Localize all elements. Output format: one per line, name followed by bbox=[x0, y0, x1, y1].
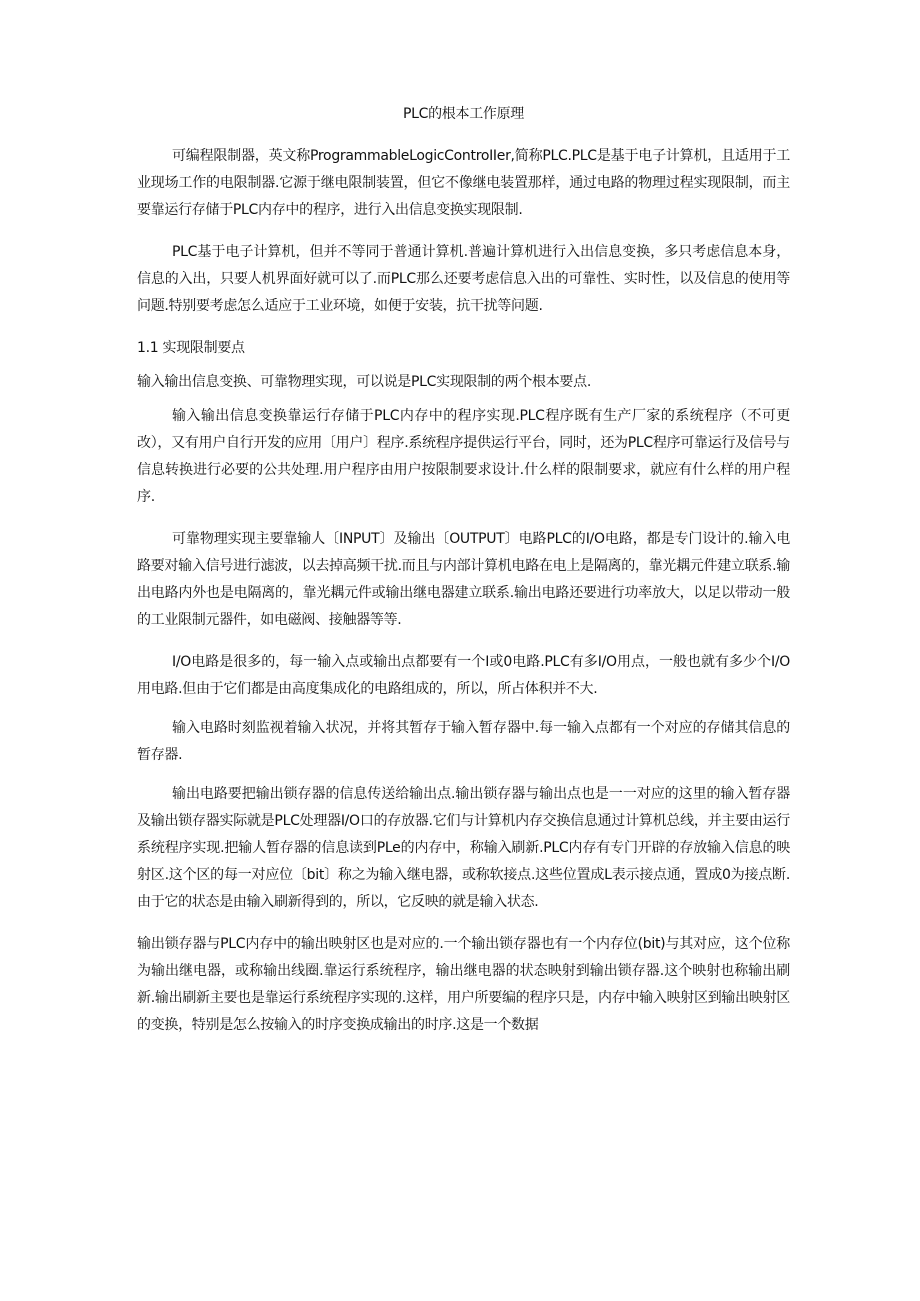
paragraph-output-latch: 输出电路要把输出锁存器的信息传送给输出点.输出锁存器与输出点也是一一对应的这里的输入暂存器及输出锁存器实际就是PLC处理器I/O口的存放器.它们与计算机内存交换信息通过计算机总线，并主要由运行系统程序实现.把输人暂存器的信息读到PLe的内存中，称输入刷新.PLC内存有专门开辟的存放输入信息的映射区.这个区的每一对应位〔bit〕称之为输入继电器，或称软接点.这些位置成L表示接点通，置成0为接点断.由于它的状态是由输入刷新得到的，所以，它反映的就是输入状态. bbox=[137, 786, 790, 910]
paragraph-plc-definition: 可编程限制器，英文称ProgrammableLogicControIIer,简称PLC.PLC是基于电子计算机，且适用于工业现场工作的电限制器.它源于继电限制装置，但它不像继电装置那样，通过电路的物理过程实现限制，而主要靠运行存储于PLC内存中的程序，进行入出信息变换实现限制. bbox=[137, 148, 790, 218]
document-body bbox=[137, 101, 790, 1039]
paragraph-plc-vs-computer: PLC基于电子计算机，但并不等同于普通计算机.普遍计算机进行入出信息变换，多只考虑信息本身，信息的入出，只要人机界面好就可以了.而PLC那么还要考虑信息入出的可靠性、实时性，以及信息的使用等问题.特别要考虑怎么适应于工业环境，如便于安装，抗干扰等问题. bbox=[137, 244, 790, 314]
paragraph-input-monitoring: 输入电路时刻监视着输入状况，并将其暂存于输入暂存器中.每一输入点都有一个对应的存储其信息的暂存器. bbox=[137, 720, 790, 763]
paragraph-io-circuits: I/O电路是很多的，每一输入点或输出点都要有一个I或0电路.PLC有多I/O用点，一般也就有多少个I/O用电路.但由于它们都是由高度集成化的电路组成的，所以，所占体积并不大. bbox=[137, 654, 790, 697]
paragraph-information-transform: 输入输出信息变换靠运行存储于PLC内存中的程序实现.PLC程序既有生产厂家的系统程序（不可更改），又有用户自行开发的应用〔用户〕程序.系统程序提供运行平台，同时，还为PLC程序可靠运行及信号与信息转换进行必要的公共处理.用户程序由用户按限制要求设计.什么样的限制要求，就应有什么样的用户程序. bbox=[137, 408, 790, 505]
paragraph-physical-implementation: 可靠物理实现主要靠输人〔INPUT〕及输出〔OUTPUT〕电路PLC的I/O电路，都是专门设计的.输入电路要对输入信号进行滤波，以去掉高频干扰.而且与内部计算机电路在电上是隔离的，靠光耦元件建立联系.输出电路内外也是电隔离的，靠光耦元件或输出继电器建立联系.输出电路还要进行功率放大，以足以带动一般的工业限制元器件，如电磁阀、接触器等等. bbox=[137, 531, 790, 628]
section-heading: 1.1 实现限制要点 bbox=[137, 340, 245, 356]
paragraph-key-points: 输入输出信息变换、可靠物理实现，可以说是PLC实现限制的两个根本要点. bbox=[137, 374, 591, 390]
document-title: PLC的根本工作原理 bbox=[402, 106, 525, 122]
paragraph-output-mapping: 输出锁存器与PLC内存中的输出映射区也是对应的.一个输出锁存器也有一个内存位(bit)与其对应，这个位称为输出继电器，或称输出线圈.靠运行系统程序，输出继电器的状态映射到输出锁存器.这个映射也称输出刷新.输出刷新主要也是靠运行系统程序实现的.这样，用户所要编的程序只是，内存中输入映射区到输出映射区的变换，特别是怎么按输入的时序变换成输出的时序.这是一个数据 bbox=[137, 936, 790, 1033]
